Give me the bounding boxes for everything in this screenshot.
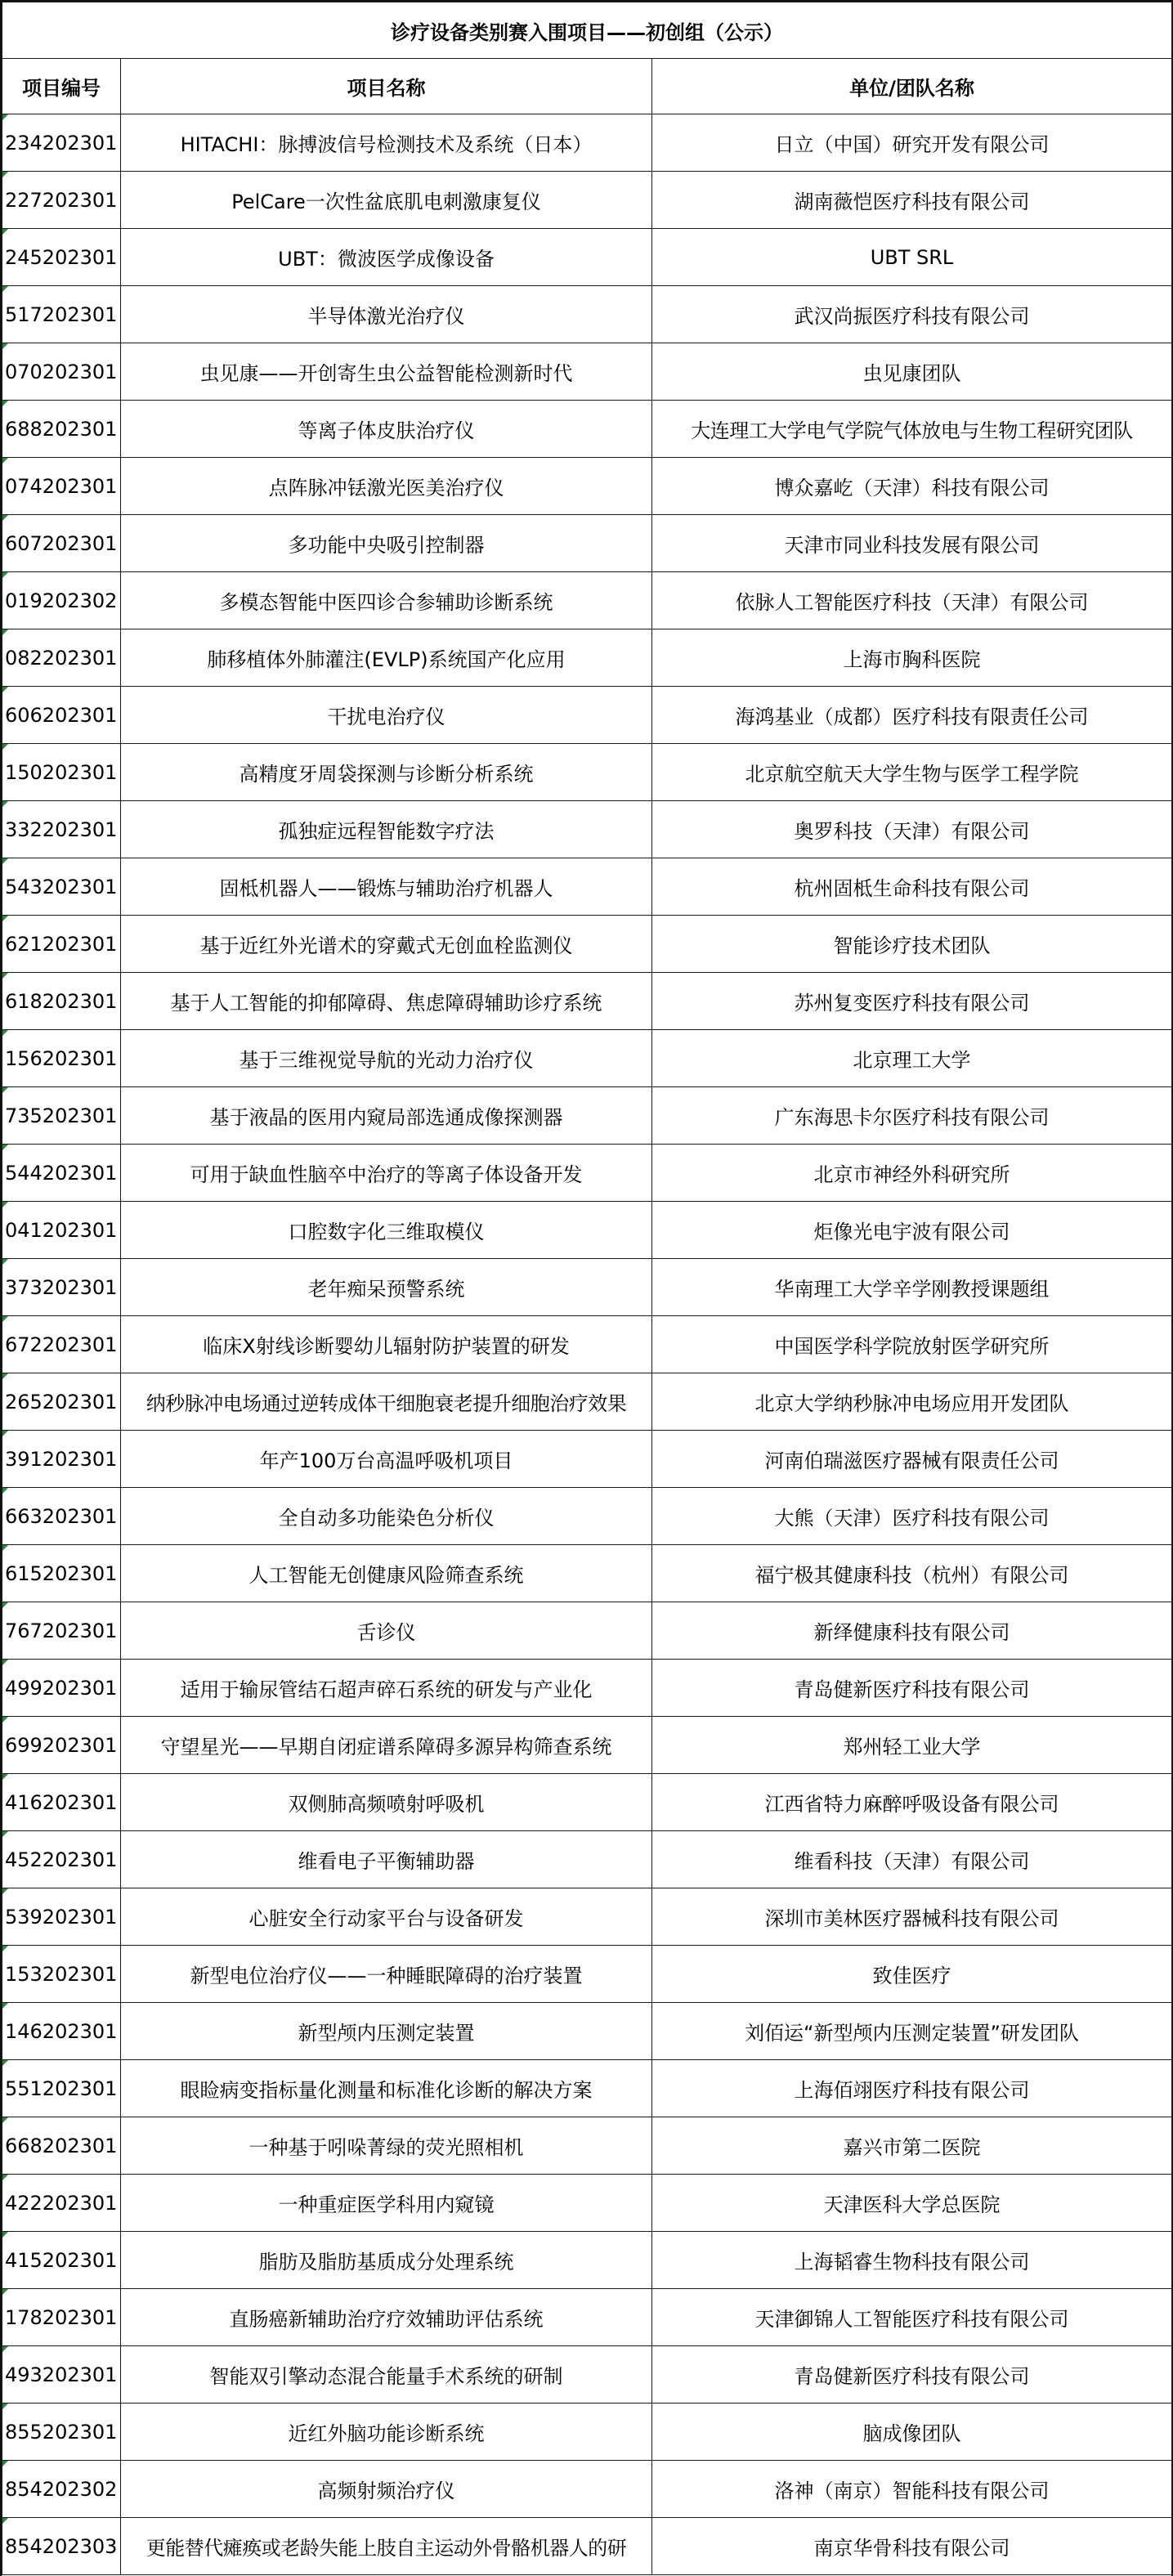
- project-id-cell: 245202301: [2, 229, 121, 286]
- project-id-cell: 332202301: [2, 801, 121, 858]
- table-row: [2, 1602, 1172, 1660]
- unit-name-cell: 奥罗科技（天津）有限公司: [652, 801, 1172, 858]
- project-id-cell: 373202301: [2, 1259, 121, 1316]
- table-row: [2, 2346, 1172, 2404]
- table-row: [2, 1373, 1172, 1431]
- table-row: [2, 572, 1172, 629]
- project-name-cell: 人工智能无创健康风险筛查系统: [121, 1545, 652, 1602]
- unit-name-cell: 炬像光电宇波有限公司: [652, 1202, 1172, 1259]
- project-id-cell: 082202301: [2, 629, 121, 687]
- project-name-cell: 基于三维视觉导航的光动力治疗仪: [121, 1030, 652, 1087]
- project-id-cell: 855202301: [2, 2404, 121, 2461]
- project-name-cell: 新型颅内压测定装置: [121, 2003, 652, 2060]
- unit-name-cell: 智能诊疗技术团队: [652, 916, 1172, 973]
- header-row: [2, 59, 1172, 114]
- table-row: [2, 1030, 1172, 1087]
- project-name-cell: 脂肪及脂肪基质成分处理系统: [121, 2232, 652, 2289]
- table-row: [2, 2117, 1172, 2175]
- project-id-cell: 621202301: [2, 916, 121, 973]
- project-id-cell: 606202301: [2, 687, 121, 744]
- project-name-cell: 纳秒脉冲电场通过逆转成体干细胞衰老提升细胞治疗效果: [121, 1373, 652, 1431]
- project-id-cell: 767202301: [2, 1602, 121, 1660]
- project-name-cell: 守望星光——早期自闭症谱系障碍多源异构筛查系统: [121, 1717, 652, 1774]
- table-row: [2, 916, 1172, 973]
- table-row: [2, 2404, 1172, 2461]
- project-id-cell: 735202301: [2, 1087, 121, 1145]
- project-name-cell: 更能替代瘫痪或老龄失能上肢自主运动外骨骼机器人的研: [121, 2518, 652, 2575]
- project-id-cell: 227202301: [2, 172, 121, 229]
- project-id-cell: 265202301: [2, 1373, 121, 1431]
- table-row: [2, 858, 1172, 916]
- table-row: [2, 2232, 1172, 2289]
- project-name-cell: 固柢机器人——锻炼与辅助治疗机器人: [121, 858, 652, 916]
- unit-name-cell: 脑成像团队: [652, 2404, 1172, 2461]
- table-row: [2, 229, 1172, 286]
- unit-name-cell: 上海韬睿生物科技有限公司: [652, 2232, 1172, 2289]
- project-id-cell: 493202301: [2, 2346, 121, 2404]
- project-name-cell: 多功能中央吸引控制器: [121, 515, 652, 572]
- table-row: [2, 1774, 1172, 1831]
- table-row: [2, 515, 1172, 572]
- unit-name-cell: 洛神（南京）智能科技有限公司: [652, 2461, 1172, 2518]
- project-id-cell: 607202301: [2, 515, 121, 572]
- project-name-cell: 虫见康——开创寄生虫公益智能检测新时代: [121, 343, 652, 401]
- unit-name-cell: 天津市同业科技发展有限公司: [652, 515, 1172, 572]
- project-id-cell: 688202301: [2, 401, 121, 458]
- table-row: [2, 1316, 1172, 1373]
- table-row: [2, 172, 1172, 229]
- project-id-cell: 668202301: [2, 2117, 121, 2175]
- project-id-cell: 019202302: [2, 572, 121, 629]
- unit-name-cell: 北京理工大学: [652, 1030, 1172, 1087]
- unit-name-cell: 杭州固柢生命科技有限公司: [652, 858, 1172, 916]
- project-id-cell: 452202301: [2, 1831, 121, 1888]
- project-name-cell: 年产100万台高温呼吸机项目: [121, 1431, 652, 1488]
- unit-name-cell: 武汉尚振医疗科技有限公司: [652, 286, 1172, 343]
- project-id-cell: 551202301: [2, 2060, 121, 2117]
- project-id-cell: 153202301: [2, 1946, 121, 2003]
- project-id-cell: 146202301: [2, 2003, 121, 2060]
- unit-name-cell: 南京华骨科技有限公司: [652, 2518, 1172, 2575]
- table-row: [2, 973, 1172, 1030]
- project-name-cell: 双侧肺高频喷射呼吸机: [121, 1774, 652, 1831]
- table-row: [2, 1717, 1172, 1774]
- unit-name-cell: 新绎健康科技有限公司: [652, 1602, 1172, 1660]
- project-name-cell: 口腔数字化三维取模仪: [121, 1202, 652, 1259]
- table-row: [2, 2003, 1172, 2060]
- project-name-cell: 等离子体皮肤治疗仪: [121, 401, 652, 458]
- column-header-id: 项目编号: [2, 59, 121, 114]
- table-row: [2, 401, 1172, 458]
- project-name-cell: 基于人工智能的抑郁障碍、焦虑障碍辅助诊疗系统: [121, 973, 652, 1030]
- project-name-cell: 一种重症医学科用内窥镜: [121, 2175, 652, 2232]
- project-id-cell: 854202302: [2, 2461, 121, 2518]
- table-row: [2, 2175, 1172, 2232]
- project-name-cell: 全自动多功能染色分析仪: [121, 1488, 652, 1545]
- project-id-cell: 618202301: [2, 973, 121, 1030]
- table-row: [2, 286, 1172, 343]
- column-header-unit: 单位/团队名称: [652, 59, 1172, 114]
- project-name-cell: 眼睑病变指标量化测量和标准化诊断的解决方案: [121, 2060, 652, 2117]
- table-row: [2, 2289, 1172, 2346]
- project-name-cell: 高精度牙周袋探测与诊断分析系统: [121, 744, 652, 801]
- table-row: [2, 2461, 1172, 2518]
- table-row: [2, 1259, 1172, 1316]
- unit-name-cell: 华南理工大学辛学刚教授课题组: [652, 1259, 1172, 1316]
- table-row: [2, 629, 1172, 687]
- project-id-cell: 544202301: [2, 1145, 121, 1202]
- table-title: 诊疗设备类别赛入围项目——初创组（公示）: [2, 2, 1172, 59]
- table-row: [2, 458, 1172, 515]
- project-name-cell: 舌诊仪: [121, 1602, 652, 1660]
- table-row: [2, 343, 1172, 401]
- project-id-cell: 543202301: [2, 858, 121, 916]
- project-name-cell: 新型电位治疗仪——一种睡眠障碍的治疗装置: [121, 1946, 652, 2003]
- project-name-cell: 维看电子平衡辅助器: [121, 1831, 652, 1888]
- unit-name-cell: 嘉兴市第二医院: [652, 2117, 1172, 2175]
- unit-name-cell: UBT SRL: [652, 229, 1172, 286]
- project-id-cell: 672202301: [2, 1316, 121, 1373]
- unit-name-cell: 北京航空航天大学生物与医学工程学院: [652, 744, 1172, 801]
- unit-name-cell: 维看科技（天津）有限公司: [652, 1831, 1172, 1888]
- project-id-cell: 416202301: [2, 1774, 121, 1831]
- table-row: [2, 2518, 1172, 2575]
- project-name-cell: 老年痴呆预警系统: [121, 1259, 652, 1316]
- unit-name-cell: 大熊（天津）医疗科技有限公司: [652, 1488, 1172, 1545]
- project-id-cell: 070202301: [2, 343, 121, 401]
- project-name-cell: UBT：微波医学成像设备: [121, 229, 652, 286]
- project-id-cell: 234202301: [2, 114, 121, 172]
- project-name-cell: HITACHI：脉搏波信号检测技术及系统（日本）: [121, 114, 652, 172]
- unit-name-cell: 湖南薇恺医疗科技有限公司: [652, 172, 1172, 229]
- project-name-cell: 孤独症远程智能数字疗法: [121, 801, 652, 858]
- project-id-cell: 539202301: [2, 1888, 121, 1946]
- table-row: [2, 1545, 1172, 1602]
- project-name-cell: 半导体激光治疗仪: [121, 286, 652, 343]
- project-id-cell: 422202301: [2, 2175, 121, 2232]
- table-row: [2, 2060, 1172, 2117]
- project-id-cell: 041202301: [2, 1202, 121, 1259]
- project-name-cell: 基于液晶的医用内窥局部选通成像探测器: [121, 1087, 652, 1145]
- table-row: [2, 1087, 1172, 1145]
- table-row: [2, 1431, 1172, 1488]
- unit-name-cell: 依脉人工智能医疗科技（天津）有限公司: [652, 572, 1172, 629]
- table-row: [2, 1488, 1172, 1545]
- project-name-cell: 可用于缺血性脑卒中治疗的等离子体设备开发: [121, 1145, 652, 1202]
- project-id-cell: 499202301: [2, 1660, 121, 1717]
- unit-name-cell: 郑州轻工业大学: [652, 1717, 1172, 1774]
- unit-name-cell: 大连理工大学电气学院气体放电与生物工程研究团队: [652, 401, 1172, 458]
- unit-name-cell: 广东海思卡尔医疗科技有限公司: [652, 1087, 1172, 1145]
- unit-name-cell: 苏州复变医疗科技有限公司: [652, 973, 1172, 1030]
- unit-name-cell: 青岛健新医疗科技有限公司: [652, 1660, 1172, 1717]
- unit-name-cell: 海鸿基业（成都）医疗科技有限责任公司: [652, 687, 1172, 744]
- project-name-cell: 多模态智能中医四诊合参辅助诊断系统: [121, 572, 652, 629]
- table-row: [2, 801, 1172, 858]
- unit-name-cell: 天津医科大学总医院: [652, 2175, 1172, 2232]
- unit-name-cell: 福宁极其健康科技（杭州）有限公司: [652, 1545, 1172, 1602]
- unit-name-cell: 刘佰运“新型颅内压测定装置”研发团队: [652, 2003, 1172, 2060]
- unit-name-cell: 江西省特力麻醉呼吸设备有限公司: [652, 1774, 1172, 1831]
- project-name-cell: 适用于输尿管结石超声碎石系统的研发与产业化: [121, 1660, 652, 1717]
- project-id-cell: 854202303: [2, 2518, 121, 2575]
- project-id-cell: 517202301: [2, 286, 121, 343]
- table-body: [2, 114, 1172, 2575]
- table-row: [2, 114, 1172, 172]
- project-id-cell: 663202301: [2, 1488, 121, 1545]
- title-row: [2, 2, 1172, 59]
- project-id-cell: 699202301: [2, 1717, 121, 1774]
- table-row: [2, 1145, 1172, 1202]
- table-row: [2, 687, 1172, 744]
- unit-name-cell: 博众嘉屹（天津）科技有限公司: [652, 458, 1172, 515]
- project-id-cell: 074202301: [2, 458, 121, 515]
- unit-name-cell: 河南伯瑞滋医疗器械有限责任公司: [652, 1431, 1172, 1488]
- table-row: [2, 1202, 1172, 1259]
- project-name-cell: PelCare一次性盆底肌电刺激康复仪: [121, 172, 652, 229]
- unit-name-cell: 上海市胸科医院: [652, 629, 1172, 687]
- project-name-cell: 直肠癌新辅助治疗疗效辅助评估系统: [121, 2289, 652, 2346]
- table-row: [2, 1946, 1172, 2003]
- project-name-cell: 点阵脉冲铥激光医美治疗仪: [121, 458, 652, 515]
- table-row: [2, 1888, 1172, 1946]
- table-row: [2, 744, 1172, 801]
- project-name-cell: 一种基于吲哚菁绿的荧光照相机: [121, 2117, 652, 2175]
- unit-name-cell: 虫见康团队: [652, 343, 1172, 401]
- project-name-cell: 智能双引擎动态混合能量手术系统的研制: [121, 2346, 652, 2404]
- project-name-cell: 临床X射线诊断婴幼儿辐射防护装置的研发: [121, 1316, 652, 1373]
- unit-name-cell: 天津御锦人工智能医疗科技有限公司: [652, 2289, 1172, 2346]
- unit-name-cell: 致佳医疗: [652, 1946, 1172, 2003]
- unit-name-cell: 中国医学科学院放射医学研究所: [652, 1316, 1172, 1373]
- project-id-cell: 615202301: [2, 1545, 121, 1602]
- project-id-cell: 156202301: [2, 1030, 121, 1087]
- project-name-cell: 基于近红外光谱术的穿戴式无创血栓监测仪: [121, 916, 652, 973]
- unit-name-cell: 日立（中国）研究开发有限公司: [652, 114, 1172, 172]
- column-header-name: 项目名称: [121, 59, 652, 114]
- project-id-cell: 150202301: [2, 744, 121, 801]
- table-row: [2, 1831, 1172, 1888]
- project-id-cell: 391202301: [2, 1431, 121, 1488]
- unit-name-cell: 青岛健新医疗科技有限公司: [652, 2346, 1172, 2404]
- project-name-cell: 近红外脑功能诊断系统: [121, 2404, 652, 2461]
- project-name-cell: 高频射频治疗仪: [121, 2461, 652, 2518]
- unit-name-cell: 北京大学纳秒脉冲电场应用开发团队: [652, 1373, 1172, 1431]
- unit-name-cell: 上海佰翊医疗科技有限公司: [652, 2060, 1172, 2117]
- project-id-cell: 415202301: [2, 2232, 121, 2289]
- unit-name-cell: 深圳市美林医疗器械科技有限公司: [652, 1888, 1172, 1946]
- unit-name-cell: 北京市神经外科研究所: [652, 1145, 1172, 1202]
- table-row: [2, 1660, 1172, 1717]
- project-id-cell: 178202301: [2, 2289, 121, 2346]
- project-table: [2, 2, 1172, 2575]
- project-name-cell: 肺移植体外肺灌注(EVLP)系统国产化应用: [121, 629, 652, 687]
- project-name-cell: 干扰电治疗仪: [121, 687, 652, 744]
- project-name-cell: 心脏安全行动家平台与设备研发: [121, 1888, 652, 1946]
